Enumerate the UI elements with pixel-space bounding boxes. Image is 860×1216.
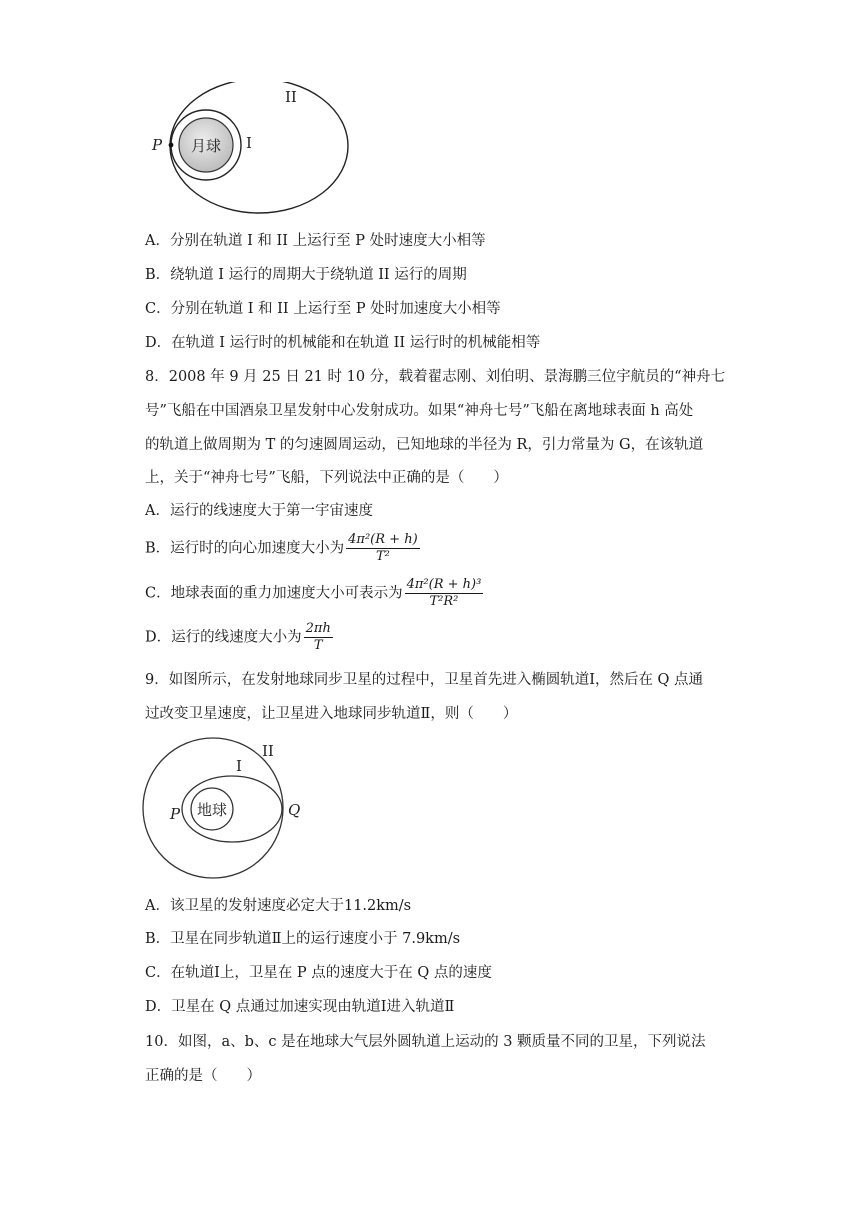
q8-option-b-text: B．运行时的向心加速度大小为 — [145, 540, 345, 557]
q8-stem-line-3: 的轨道上做周期为 T 的匀速圆周运动，已知地球的半径为 R，引力常量为 G，在该轨道 — [145, 437, 704, 453]
earth-orbit-figure — [140, 735, 320, 885]
q8-option-d-text: D．运行的线速度大小为 — [145, 629, 302, 646]
q9-option-c: C．在轨道Ⅰ上，卫星在 P 点的速度大于在 Q 点的速度 — [145, 965, 492, 981]
q8-option-a: A．运行的线速度大于第一宇宙速度 — [145, 503, 373, 519]
q8-c-denominator: T²R² — [429, 594, 459, 609]
q9-stem-line-1: 9．如图所示，在发射地球同步卫星的过程中，卫星首先进入椭圆轨道Ⅰ，然后在 Q 点通 — [145, 672, 704, 688]
q8-option-d — [145, 622, 333, 653]
q8-option-b — [145, 533, 420, 564]
q7-option-b: B．绕轨道 I 运行的周期大于绕轨道 II 运行的周期 — [145, 267, 467, 283]
q8-option-c-formula — [405, 578, 484, 609]
q8-option-c — [145, 578, 483, 609]
q8-stem-line-1: 8．2008 年 9 月 25 日 21 时 10 分，载着翟志刚、刘伯明、景海鹏三位宇航员的“神舟七 — [145, 369, 726, 385]
point-P-dot — [169, 143, 174, 148]
label-P: P — [152, 136, 163, 154]
q7-option-a: A．分别在轨道 I 和 II 上运行至 P 处时速度大小相等 — [145, 233, 486, 249]
q10-stem-line-2: 正确的是（ ） — [145, 1068, 261, 1084]
label-I-fig2: I — [236, 757, 242, 775]
q8-b-denominator: T² — [375, 549, 390, 564]
label-II: II — [285, 88, 297, 106]
q7-option-c: C．分别在轨道 I 和 II 上运行至 P 处时加速度大小相等 — [145, 301, 501, 317]
q10-stem-line-1: 10．如图，a、b、c 是在地球大气层外圆轨道上运动的 3 颗质量不同的卫星，下列说法 — [145, 1034, 706, 1050]
label-earth: 地球 — [196, 801, 228, 819]
label-moon: 月球 — [190, 137, 222, 155]
q8-stem-line-2: 号”飞船在中国酒泉卫星发射中心发射成功。如果“神舟七号”飞船在离地球表面 h 高处 — [145, 403, 694, 419]
q8-b-numerator: 4π²(R + h) — [348, 532, 418, 547]
q9-option-b: B．卫星在同步轨道Ⅱ上的运行速度小于 7.9km/s — [145, 931, 461, 947]
label-P-fig2: P — [170, 805, 181, 823]
q8-option-b-formula — [346, 533, 420, 564]
q7-option-d: D．在轨道 I 运行时的机械能和在轨道 II 运行时的机械能相等 — [145, 335, 541, 351]
q9-option-a: A．该卫星的发射速度必定大于11.2km/s — [145, 898, 412, 914]
q8-c-numerator: 4π²(R + h)³ — [406, 577, 482, 592]
label-II-fig2: II — [262, 742, 274, 760]
label-I: I — [246, 134, 252, 152]
moon-orbit-figure — [140, 82, 360, 217]
q9-option-d: D．卫星在 Q 点通过加速实现由轨道Ⅰ进入轨道Ⅱ — [145, 999, 455, 1015]
q8-stem-line-4: 上，关于“神舟七号”飞船，下列说法中正确的是（ ） — [145, 470, 508, 486]
q8-d-denominator: T — [313, 638, 323, 653]
q8-option-c-text: C．地球表面的重力加速度大小可表示为 — [145, 585, 403, 602]
q8-d-numerator: 2πh — [305, 621, 331, 636]
label-Q-fig2: Q — [288, 801, 301, 819]
q8-option-d-formula — [304, 622, 333, 653]
q9-stem-line-2: 过改变卫星速度，让卫星进入地球同步轨道Ⅱ，则（ ） — [145, 706, 518, 722]
